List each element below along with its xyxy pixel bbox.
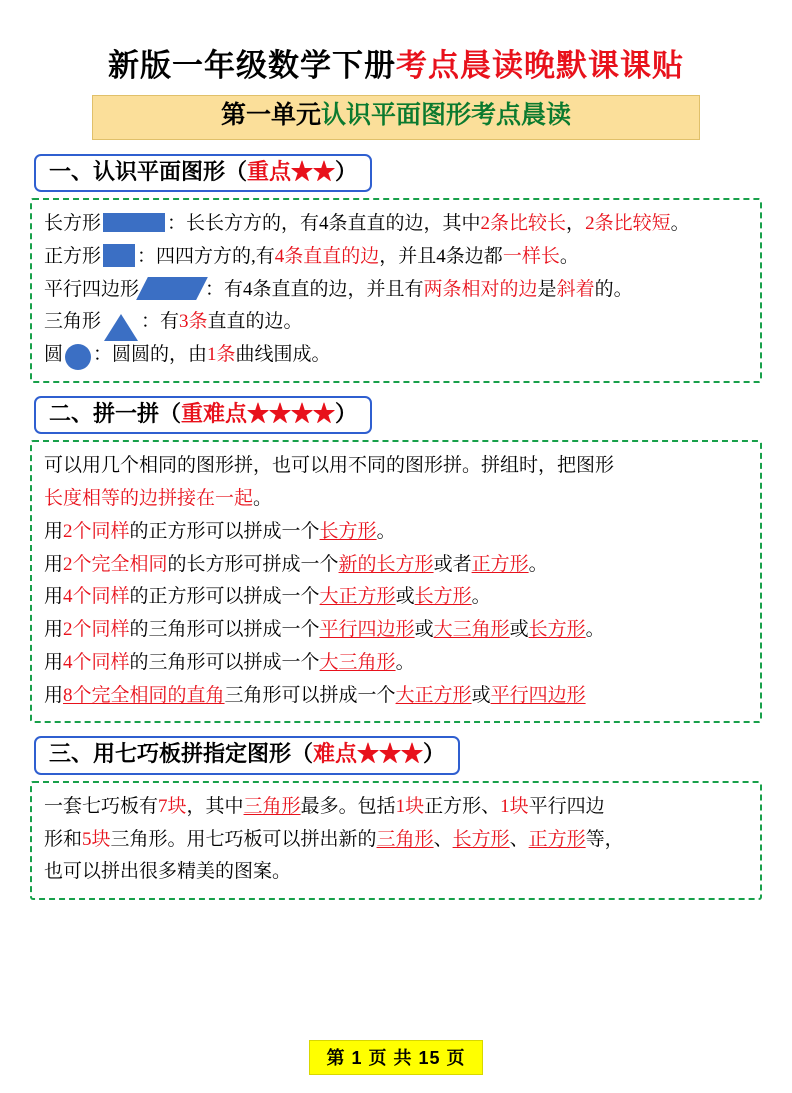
pin-line-6-r3: 大三角形 — [433, 619, 510, 641]
pin-line-8-r3: 平行四边形 — [490, 684, 586, 706]
tangram-line-1-b: ，其中 — [186, 795, 244, 817]
pin-line-3-a: 用 — [44, 520, 64, 542]
pin-line-6-c: 或 — [414, 619, 434, 641]
unit-banner-green: 认识平面图形考点晨读 — [321, 102, 572, 129]
section-2-body — [30, 440, 762, 723]
section-2-heading-suffix: ） — [335, 400, 358, 426]
pin-line-4-a: 用 — [44, 553, 64, 575]
pin-line-1 — [44, 451, 748, 482]
pin-line-8-c: 或 — [471, 684, 491, 706]
tangram-line-1-d: 正方形、 — [424, 795, 501, 817]
pin-line-2-r1: 长度相等的边拼接在一起 — [44, 488, 254, 510]
shape-tail-square: 。 — [559, 245, 579, 267]
tangram-line-2-r1: 5块 — [82, 828, 111, 850]
title-part-red: 考点晨读晚默课课贴 — [396, 48, 684, 83]
pin-line-6-r4: 长方形 — [528, 619, 586, 641]
tangram-line-2-e: 等， — [585, 828, 624, 850]
pin-line-2 — [44, 484, 748, 515]
pin-line-8-a: 用 — [44, 684, 64, 706]
pin-line-4-r1: 2个完全相同 — [63, 553, 168, 575]
pin-line-5-r3: 长方形 — [414, 586, 472, 608]
shape-tail-parallelogram: 的。 — [594, 278, 633, 300]
pin-line-6-a: 用 — [44, 619, 64, 641]
pin-line-5-c: 或 — [395, 586, 415, 608]
triangle-shape-icon — [104, 314, 138, 341]
shape-text-square: ：四四方方的,有 — [137, 245, 275, 267]
pin-line-4-b: 的长方形可拼成一个 — [167, 553, 339, 575]
tangram-line-3-a: 也可以拼出很多精美的图案。 — [44, 861, 292, 883]
tangram-line-2-b: 三角形。用七巧板可以拼出新的 — [110, 828, 377, 850]
pin-line-6 — [44, 615, 748, 646]
tangram-line-1-r4: 1块 — [500, 795, 529, 817]
pin-line-6-r1: 2个同样 — [63, 619, 130, 641]
unit-banner-black: 第一单元 — [220, 102, 321, 129]
shape-red-1-circle: 1条 — [207, 344, 236, 366]
shape-red-1-square: 4条直直的边 — [274, 245, 380, 267]
pin-line-6-r2: 平行四边形 — [319, 619, 415, 641]
shape-text-rectangle: ：长长方方的，有4条直直的边，其中 — [167, 213, 481, 235]
pin-line-4-r3: 正方形 — [471, 553, 529, 575]
rectangle-shape-icon — [103, 213, 165, 232]
pin-line-2-b: 。 — [253, 488, 273, 510]
shape-text-parallelogram: ：有4条直直的边，并且有 — [205, 278, 424, 300]
section-2-heading-emphasis: 重难点★★★★ — [181, 400, 336, 426]
pin-line-8-b: 三角形可以拼成一个 — [224, 684, 396, 706]
shape-label-triangle: 三角形 — [44, 311, 102, 333]
pin-line-5-b: 的正方形可以拼成一个 — [129, 586, 320, 608]
shape-mid-triangle: 直直的边。 — [207, 311, 303, 333]
section-3-heading-suffix: ） — [423, 741, 446, 767]
pin-line-5 — [44, 582, 748, 613]
shape-red-2-rectangle: 2条比较短 — [585, 213, 671, 235]
section-1-heading-suffix: ） — [335, 158, 358, 184]
tangram-line-1-e: 平行四边 — [528, 795, 605, 817]
shape-line-parallelogram — [44, 275, 748, 306]
section-2-heading-prefix: 二、拼一拼（ — [49, 400, 182, 426]
shape-line-square — [44, 242, 748, 273]
shape-label-circle: 圆 — [44, 344, 64, 366]
tangram-line-2-r2: 三角形 — [376, 828, 434, 850]
tangram-line-1-r1: 7块 — [158, 795, 187, 817]
tangram-line-3 — [44, 857, 748, 888]
circle-shape-icon — [65, 344, 91, 370]
shape-red-1-parallelogram: 两条相对的边 — [423, 278, 538, 300]
shape-text-triangle: ：有 — [141, 311, 180, 333]
shape-line-circle — [44, 340, 748, 371]
shape-label-square: 正方形 — [44, 245, 102, 267]
tangram-line-1-a: 一套七巧板有 — [44, 795, 159, 817]
pin-line-4 — [44, 550, 748, 581]
shape-label-parallelogram: 平行四边形 — [44, 278, 140, 300]
pin-line-6-b: 的三角形可以拼成一个 — [129, 619, 320, 641]
shape-line-rectangle — [44, 209, 748, 240]
page-footer — [0, 1040, 792, 1075]
shape-tail-rectangle: 。 — [670, 213, 690, 235]
pin-line-7-r2: 大三角形 — [319, 651, 396, 673]
shape-red-1-triangle: 3条 — [179, 311, 208, 333]
pin-line-6-e: 。 — [585, 619, 605, 641]
section-1-heading-prefix: 一、认识平面图形（ — [49, 158, 248, 184]
shape-red-1-rectangle: 2条比较长 — [480, 213, 567, 235]
pin-line-5-r2: 大正方形 — [319, 586, 396, 608]
tangram-line-2-d: 、 — [509, 828, 529, 850]
pin-line-3-r2: 长方形 — [319, 520, 377, 542]
pin-line-5-a: 用 — [44, 586, 64, 608]
tangram-line-2-r4: 正方形 — [528, 828, 586, 850]
pin-line-3-c: 。 — [376, 520, 396, 542]
pin-line-1-a: 可以用几个相同的图形拼，也可以用不同的图形拼。拼组时，把图形 — [44, 455, 615, 477]
shape-label-rectangle: 长方形 — [44, 213, 102, 235]
tangram-line-2-c: 、 — [433, 828, 453, 850]
section-heading-3 — [34, 736, 460, 774]
unit-banner — [92, 95, 700, 140]
page-title — [26, 40, 766, 85]
tangram-line-1-r2: 三角形 — [243, 795, 301, 817]
shape-mid-circle: 曲线围成。 — [235, 344, 331, 366]
pin-line-8-r1: 8个完全相同的直角 — [63, 684, 225, 706]
pin-line-7-b: 的三角形可以拼成一个 — [129, 651, 320, 673]
shape-mid-rectangle: ， — [566, 213, 586, 235]
section-heading-2 — [34, 396, 372, 434]
tangram-line-1 — [44, 792, 748, 823]
section-3-body — [30, 781, 762, 900]
pin-line-6-d: 或 — [509, 619, 529, 641]
pin-line-4-c: 或者 — [433, 553, 472, 575]
pin-line-7-r1: 4个同样 — [63, 651, 130, 673]
shape-mid-parallelogram: 是 — [537, 278, 557, 300]
page-number-badge: 第 1 页 共 15 页 — [309, 1040, 482, 1075]
pin-line-7 — [44, 648, 748, 679]
pin-line-8-r2: 大正方形 — [395, 684, 472, 706]
tangram-line-1-r3: 1块 — [395, 795, 425, 817]
pin-line-3-b: 的正方形可以拼成一个 — [129, 520, 320, 542]
parallelogram-shape-icon — [136, 277, 208, 300]
pin-line-5-r1: 4个同样 — [63, 586, 130, 608]
pin-line-3 — [44, 517, 748, 548]
section-heading-1 — [34, 154, 372, 192]
pin-line-4-d: 。 — [528, 553, 548, 575]
pin-line-3-r1: 2个同样 — [63, 520, 130, 542]
pin-line-7-a: 用 — [44, 651, 64, 673]
tangram-line-2 — [44, 825, 748, 856]
title-part-black: 新版一年级数学下册 — [108, 48, 396, 83]
shape-mid-square: ，并且4条边都 — [379, 245, 503, 267]
pin-line-5-d: 。 — [471, 586, 491, 608]
tangram-line-2-a: 形和 — [44, 828, 83, 850]
square-shape-icon — [103, 244, 135, 267]
shape-line-triangle — [44, 307, 748, 338]
section-1-body — [30, 198, 762, 383]
pin-line-4-r2: 新的长方形 — [338, 553, 434, 575]
section-1-heading-emphasis: 重点★★ — [247, 158, 336, 184]
pin-line-8 — [44, 681, 748, 712]
section-3-heading-emphasis: 难点★★★ — [313, 741, 424, 767]
section-3-heading-prefix: 三、用七巧板拼指定图形（ — [49, 741, 314, 767]
shape-red-2-parallelogram: 斜着 — [556, 278, 595, 300]
shape-text-circle: ：圆圆的，由 — [93, 344, 208, 366]
pin-line-7-c: 。 — [395, 651, 415, 673]
tangram-line-2-r3: 长方形 — [452, 828, 510, 850]
shape-red-2-square: 一样长 — [502, 245, 560, 267]
tangram-line-1-c: 最多。包括 — [300, 795, 396, 817]
